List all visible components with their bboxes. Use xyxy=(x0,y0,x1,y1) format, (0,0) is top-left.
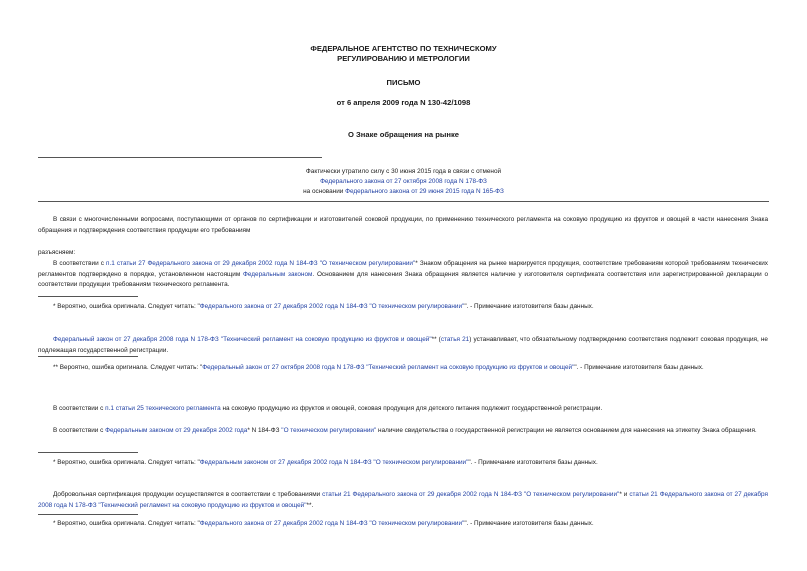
p4-pre: В соответствии с xyxy=(53,427,106,434)
p2-link-article-21[interactable]: статья 21 xyxy=(440,336,470,343)
p3-post: на соковую продукцию из фруктов и овощей, соковая продукция для детского питания подлежит государственной регистрации. xyxy=(220,405,603,412)
p5-link-article-21-178fz[interactable]: статьи 21 Федерального закона от 27 декабря 2008 года N 178-ФЗ "Технический регламент на соковую продукцию из фруктов и овощей" xyxy=(38,491,768,509)
document-subject: О Знаке обращения на рынке xyxy=(348,130,459,139)
fn2-link[interactable]: Федеральный закон от 27 октября 2008 года N 178-ФЗ "Технический регламент на соковую продукцию из фруктов и овощей" xyxy=(202,364,575,371)
p5-mid: * и xyxy=(619,491,630,498)
footnote-3 xyxy=(38,458,768,469)
p2-post: ) устанавливает, что обязательному подтверждению соответствия подлежит соковая продукция, не подлежащая государственной регистрации. xyxy=(38,336,768,354)
p4-link-tech-regulation[interactable]: "О техническом регулировании" xyxy=(281,427,377,434)
fn4-link[interactable]: Федерального закона от 27 декабря 2002 года N 184-ФЗ "О техническом регулировании" xyxy=(199,520,465,527)
fn4-post: ". - Примечание изготовителя базы данных. xyxy=(464,520,594,527)
paragraph-5 xyxy=(38,490,768,511)
footnote-divider-1 xyxy=(38,296,138,297)
p1-link-184fz[interactable]: п.1 статьи 27 Федерального закона от 29 декабря 2002 года N 184-ФЗ "О техническом регулировании" xyxy=(106,260,416,267)
footnote-4 xyxy=(38,519,768,530)
status-line-2 xyxy=(0,177,807,187)
fn1-post: ". - Примечание изготовителя базы данных. xyxy=(464,303,594,310)
fn4-pre: * Вероятно, ошибка оригинала. Следует читать: " xyxy=(53,520,200,527)
paragraph-3 xyxy=(38,404,768,415)
p2-link-178fz[interactable]: Федеральный закон от 27 декабря 2008 года N 178-ФЗ "Технический регламент на соковую продукцию из фруктов и овощей" xyxy=(53,336,432,343)
status-line-3 xyxy=(0,187,807,197)
status-link-178fz[interactable]: Федерального закона от 27 октября 2008 года N 178-ФЗ xyxy=(320,178,487,185)
p3-pre: В соответствии с xyxy=(53,405,106,412)
footnote-divider-2 xyxy=(38,356,138,357)
paragraph-1 xyxy=(38,259,768,291)
status-line-1: Фактически утратило силу с 30 июня 2015 года в связи с отменой xyxy=(305,168,502,175)
fn3-link[interactable]: Федеральным законом от 27 декабря 2002 года N 184-ФЗ "О техническом регулировании" xyxy=(199,459,469,466)
agency-name-line-1: ФЕДЕРАЛЬНОЕ АГЕНТСТВО ПО ТЕХНИЧЕСКОМУ xyxy=(310,44,497,53)
p5-pre: Добровольная сертификация продукции осуществляется в соответствии с требованиями xyxy=(53,491,323,498)
fn2-pre: ** Вероятно, ошибка оригинала. Следует читать: " xyxy=(53,364,203,371)
p4-post: наличие свидетельства о государственной регистрации не является основанием для нанесения на этикетку Знака обращения. xyxy=(376,427,757,434)
fn3-pre: * Вероятно, ошибка оригинала. Следует читать: " xyxy=(53,459,200,466)
fn2-post: ". - Примечание изготовителя базы данных. xyxy=(574,364,704,371)
p2-mid: ** ( xyxy=(431,336,441,343)
p5-post: **. xyxy=(306,501,314,509)
document-type: ПИСЬМО xyxy=(386,78,421,87)
p4-mid: * N 184-ФЗ xyxy=(247,427,282,434)
p1-link-federal-law[interactable]: Федеральным законом xyxy=(243,270,313,278)
divider-short xyxy=(38,157,322,158)
status-line-3-prefix: на основании xyxy=(303,188,346,195)
p3-link-article-25[interactable]: п.1 статьи 25 технического регламента xyxy=(105,405,221,412)
p1-post: . Основанием для нанесения Знака обращения является наличие у изготовителя сертификата соответствия или зарегистрированной декларации о соответствии продукции требованиям технического регламента. xyxy=(38,270,769,289)
agency-name-line-2: РЕГУЛИРОВАНИЮ И МЕТРОЛОГИИ xyxy=(337,54,470,63)
p4-link-federal-law[interactable]: Федеральным законом от 29 декабря 2002 года xyxy=(105,427,248,434)
divider-full xyxy=(38,201,769,202)
fn1-pre: * Вероятно, ошибка оригинала. Следует читать: " xyxy=(53,303,200,310)
p1-mid: * Знаком обращения на рынке маркируется продукция, соответствие требованиям которой требованиям технических регламентов подтверждено в порядке, установленном настоящим xyxy=(38,260,769,278)
p1-pre: В соответствии с xyxy=(53,260,107,267)
footnote-divider-3 xyxy=(38,452,138,453)
intro-paragraph: В связи с многочисленными вопросами, поступающими от органов по сертификации и изготовителей соковой продукции, по применению технического регламента на соковую продукцию из фруктов и овощей в части нанесения Знака обращения и подтверждения соответствия продукции его требованиям xyxy=(38,216,768,234)
paragraph-2 xyxy=(38,335,768,356)
fn3-post: ". - Примечание изготовителя базы данных. xyxy=(468,459,598,466)
clarify-line: разъясняем: xyxy=(38,249,76,256)
footnote-1 xyxy=(38,302,768,313)
fn1-link[interactable]: Федерального закона от 27 декабря 2002 года N 184-ФЗ "О техническом регулировании" xyxy=(199,303,465,310)
footnote-divider-4 xyxy=(38,514,138,515)
p5-link-article-21-184fz[interactable]: статьи 21 Федерального закона от 29 декабря 2002 года N 184-ФЗ "О техническом регулировании" xyxy=(322,491,620,498)
paragraph-4 xyxy=(38,426,768,437)
document-date-number: от 6 апреля 2009 года N 130-42/1098 xyxy=(336,98,471,107)
status-link-165fz[interactable]: Федерального закона от 29 июня 2015 года N 165-ФЗ xyxy=(345,188,504,195)
footnote-2 xyxy=(38,363,768,374)
